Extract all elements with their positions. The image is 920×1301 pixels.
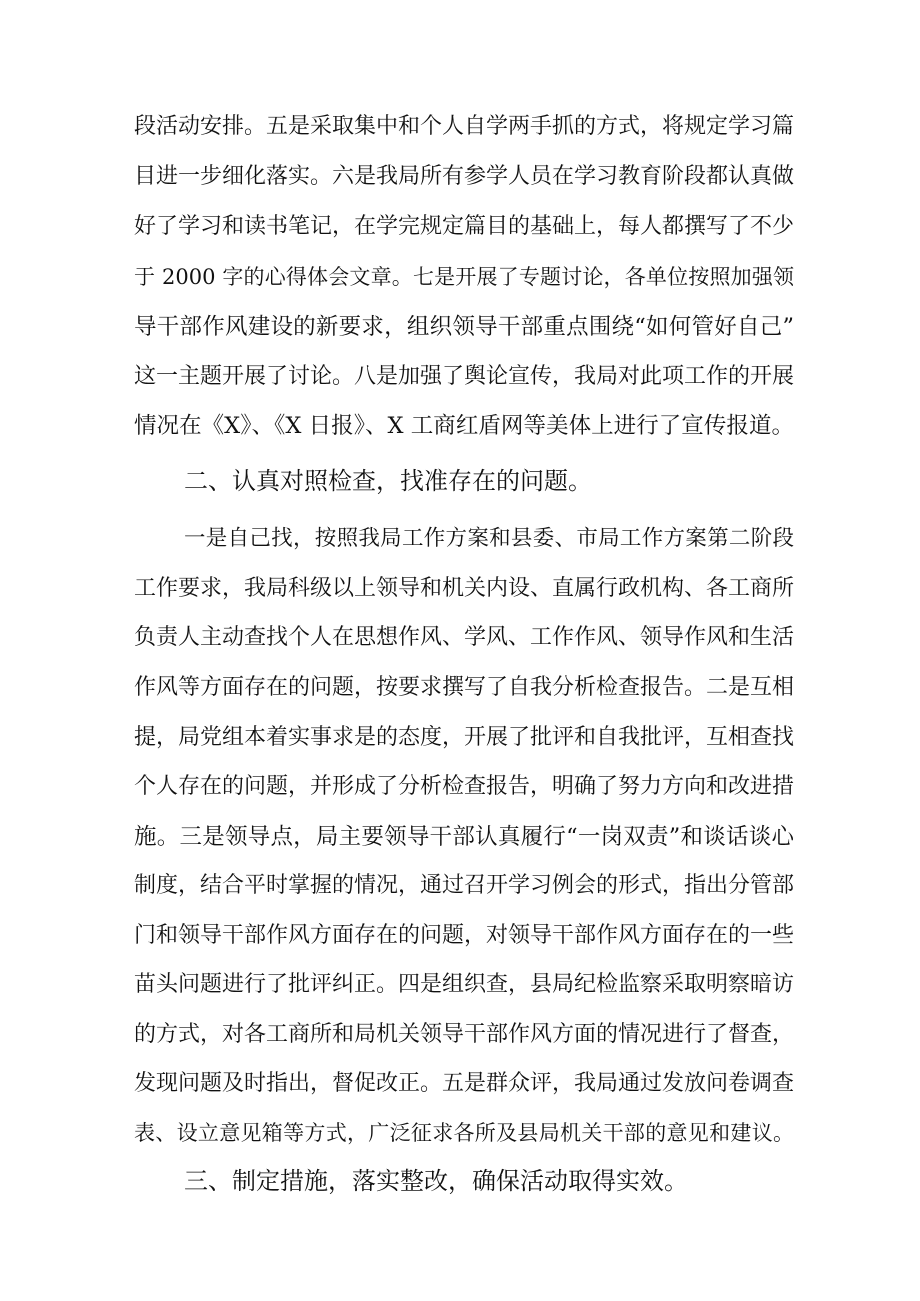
paragraph1-line-7: 情况在《X》、《X 日报》、X 工商红盾网等美体上进行了宣传报道。 <box>134 413 794 439</box>
paragraph2-line-4: 作风等方面存在的问题，按要求撰写了自我分析检查报告。二是互相 <box>134 675 795 700</box>
section-heading-2: 二、认真对照检查，找准存在的问题。 <box>184 467 592 495</box>
paragraph2-line-11: 的方式，对各工商所和局机关领导干部作风方面的情况进行了督查， <box>134 1022 795 1047</box>
section-heading-3: 三、制定措施，落实整改，确保活动取得实效。 <box>184 1167 688 1195</box>
paragraph2-line-3: 负责人主动查找个人在思想作风、学风、工作作风、领导作风和生活 <box>134 625 795 650</box>
paragraph2-line-7: 施。三是领导点，局主要领导干部认真履行“一岗双责”和谈话谈心 <box>134 824 794 850</box>
paragraph2-line-6: 个人存在的问题，并形成了分析检查报告，明确了努力方向和改进措 <box>134 774 795 799</box>
paragraph1-line-1: 段活动安排。五是采取集中和个人自学两手抓的方式，将规定学习篇 <box>134 114 795 139</box>
paragraph2-line-13: 表、设立意见箱等方式，广泛征求各所及县局机关干部的意见和建议。 <box>134 1121 794 1145</box>
paragraph2-line-5: 提，局党组本着实事求是的态度，开展了批评和自我批评，互相查找 <box>134 725 795 750</box>
paragraph1-line-6: 这一主题开展了讨论。八是加强了舆论宣传，我局对此项工作的开展 <box>134 364 795 389</box>
paragraph1-line-3: 好了学习和读书笔记，在学完规定篇目的基础上，每人都撰写了不少 <box>134 214 795 239</box>
paragraph1-line-2: 目进一步细化落实。六是我局所有参学人员在学习教育阶段都认真做 <box>134 164 795 189</box>
paragraph2-line-8: 制度，结合平时掌握的情况，通过召开学习例会的形式，指出分管部 <box>134 873 795 898</box>
paragraph1-line-5: 导干部作风建设的新要求，组织领导干部重点围绕“如何管好自己” <box>134 314 794 340</box>
paragraph2-line-12: 发现问题及时指出，督促改正。五是群众评，我局通过发放问卷调查 <box>134 1071 795 1096</box>
paragraph2-line-9: 门和领导干部作风方面存在的问题，对领导干部作风方面存在的一些 <box>134 923 795 948</box>
paragraph2-line-2: 工作要求，我局科级以上领导和机关内设、直属行政机构、各工商所 <box>134 576 795 601</box>
paragraph2-line-1: 一是自己找，按照我局工作方案和县委、市局工作方案第二阶段 <box>184 526 794 551</box>
paragraph2-line-10: 苗头问题进行了批评纠正。四是组织查，县局纪检监察采取明察暗访 <box>134 972 795 997</box>
paragraph1-line-4: 于 2000 字的心得体会文章。七是开展了专题讨论，各单位按照加强领 <box>134 265 794 289</box>
